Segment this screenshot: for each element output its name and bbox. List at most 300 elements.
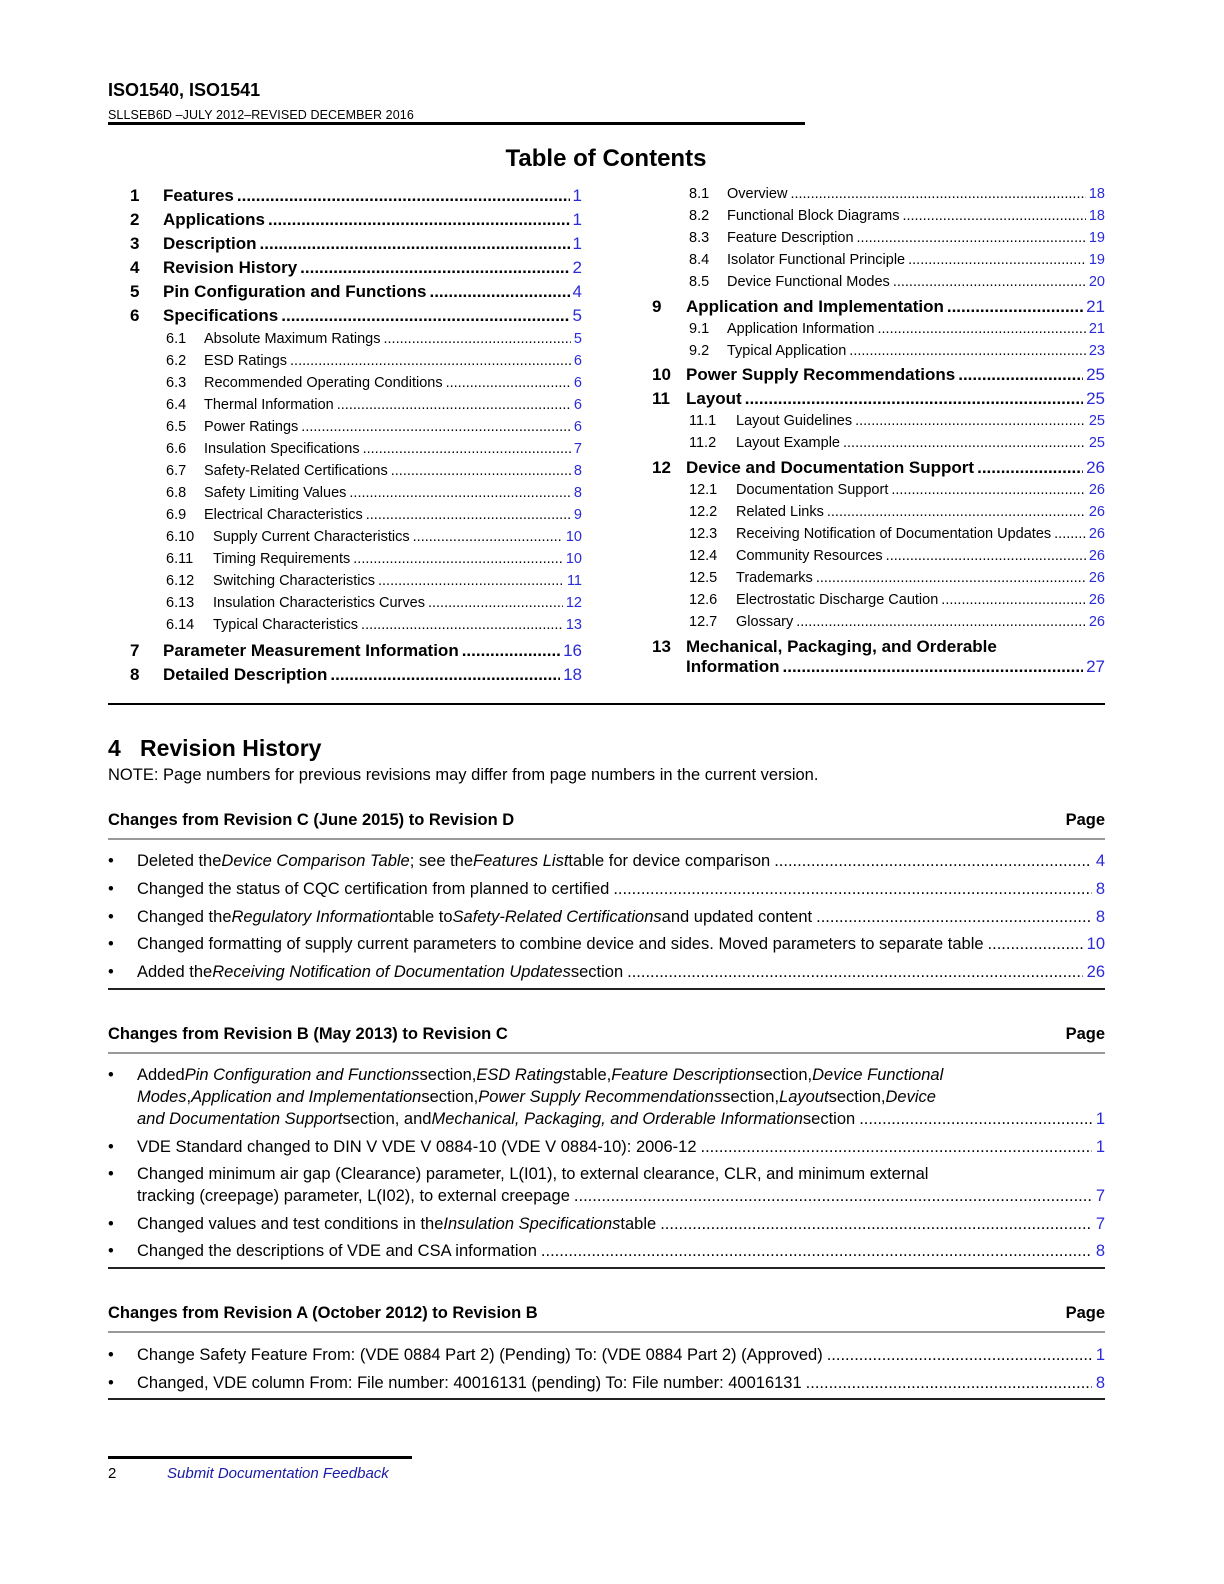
- dot-leader: [349, 485, 571, 501]
- change-text: table,: [570, 1066, 612, 1084]
- change-item-line: [137, 933, 1105, 955]
- page-column-label: Page: [1065, 811, 1105, 829]
- toc-entry-number: 3: [130, 234, 140, 253]
- toc-entry-page[interactable]: 19: [1088, 230, 1105, 246]
- italic-reference: Pin Configuration and Functions: [184, 1066, 420, 1084]
- toc-entry-number: 6.6: [166, 441, 187, 457]
- toc-entry[interactable]: [689, 274, 1105, 296]
- toc-entry[interactable]: [130, 210, 582, 234]
- change-item-body: [137, 1064, 1105, 1130]
- change-page-ref[interactable]: 8: [1095, 1374, 1105, 1392]
- toc-entry-label: Layout: [686, 389, 742, 408]
- change-text: section,: [755, 1066, 813, 1084]
- toc-entry-label: Community Resources: [736, 548, 883, 564]
- toc-entry[interactable]: [130, 234, 582, 258]
- toc-entry-label: Device Functional Modes: [727, 274, 890, 290]
- change-text: VDE Standard changed to DIN V VDE V 0884-10 (VDE V 0884-10): 2006-12: [137, 1138, 697, 1156]
- dot-leader: [541, 1240, 1092, 1262]
- toc-entry-label: Specifications: [163, 306, 279, 325]
- toc-entry-number: 9.1: [689, 321, 710, 337]
- revision-group-bottom-rule: [108, 1398, 1105, 1400]
- toc-entry[interactable]: [166, 353, 582, 375]
- toc-entry[interactable]: [130, 641, 582, 665]
- dot-leader: [446, 375, 571, 391]
- toc-entry-number: 1: [130, 186, 140, 205]
- change-item-line: [137, 906, 1105, 928]
- toc-entry[interactable]: [689, 592, 1105, 614]
- toc-entry-label: Timing Requirements: [213, 551, 351, 567]
- toc-entry[interactable]: [130, 306, 582, 330]
- bullet: •: [108, 935, 114, 953]
- revision-group-header-rule: [108, 1331, 1105, 1333]
- change-text: Added the: [137, 963, 213, 981]
- revision-note: NOTE: Page numbers for previous revisions may differ from page numbers in the current version.: [108, 766, 819, 784]
- toc-entry-page[interactable]: 8: [573, 485, 582, 501]
- change-page-ref[interactable]: 1: [1095, 1346, 1105, 1364]
- change-page-ref[interactable]: 8: [1095, 880, 1105, 898]
- change-text: ; see the: [409, 852, 474, 870]
- toc-entry-label: Application and Implementation: [686, 297, 944, 316]
- revision-group-title: Changes from Revision C (June 2015) to Revision D: [108, 811, 515, 829]
- toc-entry-page[interactable]: 26: [1088, 526, 1105, 542]
- toc-entry-number: 10: [652, 365, 671, 384]
- toc-entry[interactable]: [652, 389, 1105, 413]
- toc-entry[interactable]: [130, 186, 582, 210]
- footer-divider: [108, 1456, 412, 1459]
- toc-entry-page[interactable]: 10: [565, 551, 582, 567]
- toc-title: Table of Contents: [505, 145, 707, 172]
- dot-leader: [660, 1213, 1092, 1235]
- revision-group-header: [108, 1304, 1105, 1323]
- revision-group-header: [108, 811, 1105, 830]
- dot-leader: [363, 441, 571, 457]
- dot-leader: [977, 458, 1083, 478]
- change-item-body: [137, 1136, 1105, 1158]
- change-text: Changed the status of CQC certification from planned to certified: [137, 880, 610, 898]
- toc-entry[interactable]: [689, 252, 1105, 274]
- toc-entry-label: Thermal Information: [204, 397, 334, 413]
- change-item-line: [137, 878, 1105, 900]
- change-page-ref[interactable]: 8: [1095, 1242, 1105, 1260]
- dot-leader: [806, 1372, 1092, 1394]
- toc-entry-number: 6.13: [166, 595, 195, 611]
- toc-entry-page[interactable]: 5: [573, 331, 582, 347]
- toc-entry-label: Description: [163, 234, 257, 253]
- toc-entry-number: 6.5: [166, 419, 187, 435]
- revision-group-header-rule: [108, 1052, 1105, 1054]
- change-item-body: [137, 878, 1105, 900]
- toc-entry-number: 12.2: [689, 504, 718, 520]
- toc-entry-number: 6.9: [166, 507, 187, 523]
- revision-group-header-rule: [108, 838, 1105, 840]
- toc-entry-page[interactable]: 1: [572, 210, 582, 229]
- bullet: •: [108, 1346, 114, 1364]
- toc-entry-page[interactable]: 18: [563, 665, 582, 684]
- change-item-body: [137, 1344, 1105, 1366]
- toc-entry-label: Isolator Functional Principle: [727, 252, 906, 268]
- toc-entry-page[interactable]: 25: [1088, 435, 1105, 451]
- toc-entry-label: Glossary: [736, 614, 794, 630]
- toc-entry-label: Features: [163, 186, 234, 205]
- toc-entry-page[interactable]: 27: [1086, 657, 1105, 676]
- toc-entry-number: 6.7: [166, 463, 187, 479]
- dot-leader: [378, 573, 564, 589]
- toc-entry-page[interactable]: 13: [565, 617, 582, 633]
- toc-entry[interactable]: [689, 548, 1105, 570]
- toc-entry-page[interactable]: 18: [1088, 186, 1105, 202]
- dot-leader: [827, 504, 1086, 520]
- dot-leader: [988, 933, 1083, 955]
- page-column-label: Page: [1065, 1025, 1105, 1043]
- toc-entry-number: 6.11: [166, 551, 194, 567]
- toc-entry[interactable]: [166, 419, 582, 441]
- change-item-line: [137, 1064, 1105, 1086]
- change-text: section,: [421, 1088, 479, 1106]
- toc-entry-number: 12.6: [689, 592, 718, 608]
- toc-entry-page[interactable]: 6: [573, 397, 582, 413]
- toc-entry[interactable]: [166, 617, 582, 639]
- dot-leader: [281, 306, 569, 326]
- toc-entry-page[interactable]: 26: [1088, 592, 1105, 608]
- dot-leader: [701, 1136, 1092, 1158]
- toc-entry-label: Electrical Characteristics: [204, 507, 363, 523]
- toc-entry-number: 8.4: [689, 252, 710, 268]
- toc-entry-page[interactable]: 26: [1088, 482, 1105, 498]
- dot-leader: [774, 850, 1092, 872]
- toc-entry[interactable]: [689, 435, 1105, 457]
- change-page-ref[interactable]: 4: [1095, 852, 1105, 870]
- toc-entry-number: 11.1: [689, 413, 717, 429]
- bullet: •: [108, 852, 114, 870]
- toc-entry[interactable]: [130, 258, 582, 282]
- toc-entry-page[interactable]: 19: [1088, 252, 1105, 268]
- toc-entry-label: Functional Block Diagrams: [727, 208, 900, 224]
- italic-reference: and Documentation Support: [137, 1110, 343, 1128]
- toc-entry[interactable]: [166, 507, 582, 529]
- toc-entry-page[interactable]: 26: [1088, 504, 1105, 520]
- change-text: Changed, VDE column From: File number: 40016131 (pending) To: File number: 40016131: [137, 1374, 802, 1392]
- toc-entry-label: Layout Guidelines: [736, 413, 853, 429]
- toc-entry-label: Typical Characteristics: [213, 617, 359, 633]
- toc-entry-page[interactable]: 26: [1088, 614, 1105, 630]
- toc-entry-label: Safety Limiting Values: [204, 485, 347, 501]
- dot-leader: [855, 413, 1086, 429]
- change-page-ref[interactable]: 1: [1095, 1138, 1105, 1156]
- change-text: Change Safety Feature From: (VDE 0884 Part 2) (Pending) To: (VDE 0884 Part 2) (Approved): [137, 1346, 823, 1364]
- italic-reference: Insulation Specifications: [443, 1215, 621, 1233]
- change-item-body: [137, 850, 1105, 872]
- dot-leader: [391, 463, 571, 479]
- dot-leader: [301, 419, 571, 435]
- revision-group-bottom-rule: [108, 988, 1105, 990]
- toc-entry[interactable]: [166, 573, 582, 595]
- dot-leader: [413, 529, 563, 545]
- toc-entry[interactable]: [652, 458, 1105, 482]
- toc-entry[interactable]: [652, 365, 1105, 389]
- dot-leader: [816, 906, 1092, 928]
- toc-entry-number: 6.8: [166, 485, 187, 501]
- toc-entry-number: 11: [652, 389, 670, 408]
- toc-entry-continuation[interactable]: [686, 657, 1105, 681]
- toc-entry-number: 6.3: [166, 375, 187, 391]
- change-text: table: [620, 1215, 657, 1233]
- page-column-label: Page: [1065, 1304, 1105, 1322]
- dot-leader: [290, 353, 571, 369]
- change-item-line: [137, 1185, 1105, 1207]
- toc-entry[interactable]: [166, 485, 582, 507]
- change-page-ref[interactable]: 10: [1086, 935, 1105, 953]
- change-text: table to: [398, 908, 453, 926]
- dot-leader: [893, 274, 1086, 290]
- submit-feedback-link[interactable]: Submit Documentation Feedback: [167, 1465, 389, 1482]
- toc-entry-number: 8: [130, 665, 140, 684]
- italic-reference: ESD Ratings: [476, 1066, 571, 1084]
- dot-leader: [902, 208, 1085, 224]
- toc-entry-page[interactable]: 6: [573, 375, 582, 391]
- toc-entry[interactable]: [166, 331, 582, 353]
- toc-entry-number: 6.10: [166, 529, 195, 545]
- dot-leader: [237, 186, 570, 206]
- toc-entry-page[interactable]: 6: [573, 353, 582, 369]
- toc-entry-label: ESD Ratings: [204, 353, 288, 369]
- toc-entry[interactable]: [689, 526, 1105, 548]
- change-item-body: [137, 1213, 1105, 1235]
- dot-leader: [260, 234, 570, 254]
- toc-entry-page[interactable]: 25: [1088, 413, 1105, 429]
- toc-entry[interactable]: [166, 529, 582, 551]
- dot-leader: [428, 595, 563, 611]
- toc-entry-label: Insulation Specifications: [204, 441, 360, 457]
- toc-entry-page[interactable]: 18: [1088, 208, 1105, 224]
- bullet: •: [108, 1165, 114, 1183]
- dot-leader: [384, 331, 571, 347]
- toc-entry-number: 9.2: [689, 343, 710, 359]
- change-text: section,: [722, 1088, 780, 1106]
- bullet: •: [108, 1374, 114, 1392]
- toc-entry[interactable]: [689, 230, 1105, 252]
- change-text: Deleted the: [137, 852, 222, 870]
- dot-leader: [886, 548, 1086, 564]
- change-text: tracking (creepage) parameter, L(I02), to external creepage: [137, 1187, 570, 1205]
- toc-entry-page[interactable]: 26: [1086, 458, 1105, 477]
- change-item-line: [137, 1086, 1105, 1108]
- toc-entry-page[interactable]: 26: [1088, 548, 1105, 564]
- toc-entry-label: Recommended Operating Conditions: [204, 375, 443, 391]
- section-number: 4: [108, 735, 121, 761]
- change-page-ref[interactable]: 7: [1095, 1215, 1105, 1233]
- dot-leader: [268, 210, 570, 230]
- toc-entry-page[interactable]: 7: [573, 441, 582, 457]
- toc-entry-number: 6.12: [166, 573, 195, 589]
- toc-entry-page[interactable]: 26: [1088, 570, 1105, 586]
- italic-reference: Application and Implementation: [191, 1088, 422, 1106]
- dot-leader: [353, 551, 563, 567]
- change-text: ,: [186, 1088, 192, 1106]
- toc-entry-page[interactable]: 2: [572, 258, 582, 277]
- toc-entry[interactable]: [689, 186, 1105, 208]
- toc-entry[interactable]: [166, 441, 582, 463]
- change-text: Added: [137, 1066, 185, 1084]
- toc-entry-label: Related Links: [736, 504, 824, 520]
- toc-entry-label-cont: Information: [686, 657, 780, 676]
- dot-leader: [947, 297, 1083, 317]
- toc-entry-label: Electrostatic Discharge Caution: [736, 592, 939, 608]
- toc-entry-label: Trademarks: [736, 570, 813, 586]
- change-item-line: [137, 1108, 1105, 1130]
- change-text: section: [802, 1110, 856, 1128]
- revision-group-header: [108, 1025, 1105, 1044]
- change-page-ref[interactable]: 8: [1095, 908, 1105, 926]
- toc-entry-page[interactable]: 6: [573, 419, 582, 435]
- toc-entry-label: Pin Configuration and Functions: [163, 282, 427, 301]
- change-item-line: [137, 1213, 1105, 1235]
- toc-entry[interactable]: [689, 208, 1105, 230]
- change-text: section,: [828, 1088, 886, 1106]
- dot-leader: [361, 617, 563, 633]
- toc-entry-number: 12.4: [689, 548, 718, 564]
- dot-leader: [859, 1108, 1092, 1130]
- toc-entry-page[interactable]: 16: [563, 641, 582, 660]
- toc-entry-number: 8.2: [689, 208, 710, 224]
- dot-leader: [337, 397, 571, 413]
- footer-page-number: 2: [108, 1465, 117, 1482]
- change-text: Changed the descriptions of VDE and CSA information: [137, 1242, 537, 1260]
- change-item-line: [137, 1240, 1105, 1262]
- toc-entry-page[interactable]: 1: [572, 186, 582, 205]
- change-page-ref[interactable]: 1: [1095, 1110, 1105, 1128]
- toc-entry-page[interactable]: 1: [572, 234, 582, 253]
- toc-entry-label: Typical Application: [727, 343, 847, 359]
- dot-leader: [300, 258, 569, 278]
- change-item-line: [137, 850, 1105, 872]
- toc-entry-label: Documentation Support: [736, 482, 889, 498]
- change-item-body: [137, 906, 1105, 928]
- change-item-line: [137, 1372, 1105, 1394]
- toc-entry-label: Receiving Notification of Documentation Updates: [736, 526, 1052, 542]
- toc-entry[interactable]: [689, 321, 1105, 343]
- toc-entry[interactable]: [689, 614, 1105, 636]
- toc-entry-page[interactable]: 4: [572, 282, 582, 301]
- toc-entry[interactable]: [689, 482, 1105, 504]
- toc-entry-number: 11.2: [689, 435, 717, 451]
- revision-group-title: Changes from Revision B (May 2013) to Revision C: [108, 1025, 508, 1043]
- italic-reference: Device Comparison Table: [221, 852, 410, 870]
- dot-leader: [908, 252, 1086, 268]
- dot-leader: [745, 389, 1083, 409]
- toc-entry[interactable]: [689, 504, 1105, 526]
- bullet: •: [108, 1066, 114, 1084]
- revision-group-title: Changes from Revision A (October 2012) to Revision B: [108, 1304, 538, 1322]
- toc-entry-page[interactable]: 23: [1088, 343, 1105, 359]
- toc-entry[interactable]: [130, 665, 582, 689]
- bullet: •: [108, 1242, 114, 1260]
- toc-entry-label: Safety-Related Certifications: [204, 463, 388, 479]
- toc-entry-number: 8.5: [689, 274, 710, 290]
- change-text: Changed formatting of supply current parameters to combine device and sides. Moved parameters to separate table: [137, 935, 984, 953]
- toc-entry[interactable]: [166, 397, 582, 419]
- toc-entry[interactable]: [166, 551, 582, 573]
- toc-entry-label: Feature Description: [727, 230, 854, 246]
- dot-leader: [330, 665, 560, 685]
- italic-reference: Safety-Related Certifications: [452, 908, 662, 926]
- toc-entry-label: Insulation Characteristics Curves: [213, 595, 425, 611]
- dot-leader: [1054, 526, 1086, 542]
- toc-entry-number: 8.1: [689, 186, 710, 202]
- toc-entry-page[interactable]: 5: [572, 306, 582, 325]
- toc-entry[interactable]: [689, 413, 1105, 435]
- section-title: Revision History: [139, 735, 322, 761]
- dot-leader: [857, 230, 1086, 246]
- toc-entry-label: Device and Documentation Support: [686, 458, 975, 477]
- change-text: section,: [419, 1066, 477, 1084]
- toc-entry-label: Overview: [727, 186, 788, 202]
- toc-entry-page[interactable]: 25: [1086, 389, 1105, 408]
- toc-entry[interactable]: [130, 282, 582, 306]
- dot-leader: [366, 507, 571, 523]
- italic-reference: Feature Description: [611, 1066, 756, 1084]
- change-item-line: [137, 1136, 1105, 1158]
- toc-entry-label: Power Ratings: [204, 419, 299, 435]
- toc-entry[interactable]: [166, 463, 582, 485]
- toc-entry-number: 12.7: [689, 614, 718, 630]
- toc-entry[interactable]: [166, 595, 582, 617]
- toc-entry-number: 6.4: [166, 397, 187, 413]
- dot-leader: [827, 1344, 1092, 1366]
- toc-entry-number: 8.3: [689, 230, 710, 246]
- toc-entry-page[interactable]: 25: [1086, 365, 1105, 384]
- dot-leader: [941, 592, 1086, 608]
- toc-entry[interactable]: [652, 297, 1105, 321]
- dot-leader: [849, 343, 1086, 359]
- italic-reference: Modes: [137, 1088, 187, 1106]
- toc-entry-number: 6.2: [166, 353, 187, 369]
- change-item-line: [137, 961, 1105, 983]
- toc-entry-page[interactable]: 20: [1088, 274, 1105, 290]
- toc-entry-label: Revision History: [163, 258, 298, 277]
- dot-leader: [429, 282, 569, 302]
- toc-entry-number: 4: [130, 258, 140, 277]
- toc-entry-page[interactable]: 8: [573, 463, 582, 479]
- toc-bottom-divider: [108, 703, 1105, 705]
- italic-reference: Layout: [779, 1088, 829, 1106]
- toc-entry-page[interactable]: 9: [573, 507, 582, 523]
- italic-reference: Device: [885, 1088, 936, 1106]
- toc-entry-page[interactable]: 10: [565, 529, 582, 545]
- toc-entry-number: 9: [652, 297, 662, 316]
- bullet: •: [108, 1215, 114, 1233]
- toc-entry-page[interactable]: 21: [1088, 321, 1105, 337]
- bullet: •: [108, 963, 114, 981]
- toc-entry-label: Application Information: [727, 321, 875, 337]
- toc-entry[interactable]: [689, 570, 1105, 592]
- bullet: •: [108, 1138, 114, 1156]
- toc-entry-label: Detailed Description: [163, 665, 328, 684]
- change-page-ref[interactable]: 26: [1086, 963, 1105, 981]
- change-page-ref[interactable]: 7: [1095, 1187, 1105, 1205]
- toc-entry[interactable]: [166, 375, 582, 397]
- toc-entry[interactable]: [689, 343, 1105, 365]
- toc-entry-label: Layout Example: [736, 435, 840, 451]
- change-text: Changed the: [137, 908, 232, 926]
- toc-entry-page[interactable]: 11: [566, 573, 582, 589]
- italic-reference: Power Supply Recommendations: [478, 1088, 723, 1106]
- revision-history-heading: [108, 735, 321, 762]
- toc-entry-page[interactable]: 12: [565, 595, 582, 611]
- change-item-body: [137, 1372, 1105, 1394]
- dot-leader: [574, 1185, 1092, 1207]
- toc-entry-page[interactable]: 21: [1086, 297, 1105, 316]
- change-item-body: [137, 1240, 1105, 1262]
